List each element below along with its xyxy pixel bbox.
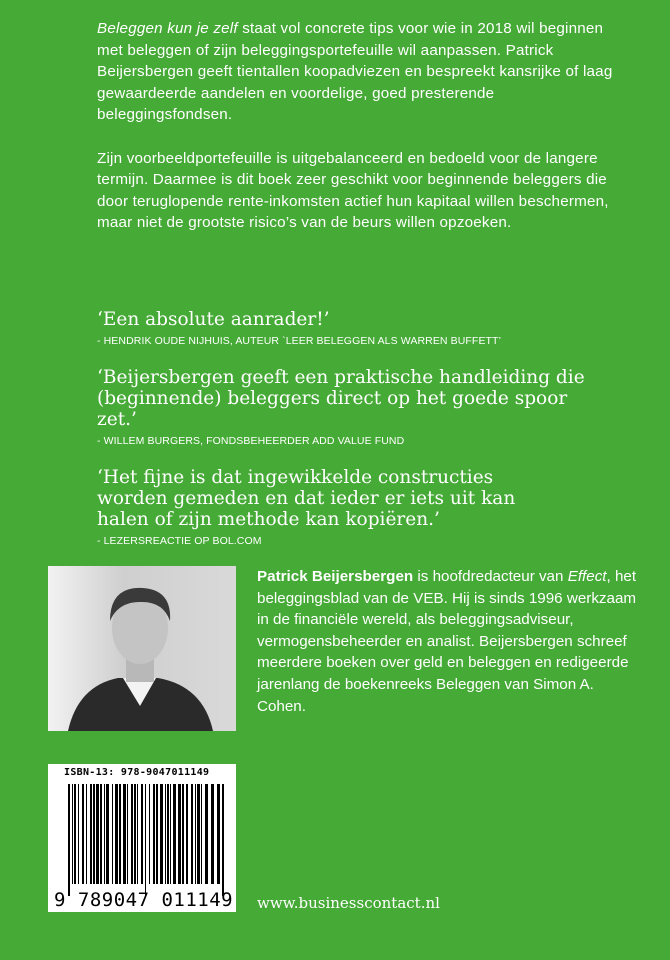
author-bio [257,566,637,717]
barcode-bar [222,784,224,896]
barcode-bar [86,784,87,884]
barcode-bar [137,784,138,884]
barcode-bar [127,784,128,884]
barcode-bar [119,784,121,884]
barcode-bars [68,784,228,896]
barcode-bar [104,784,105,884]
quote-source: - HENDRIK OUDE NIJHUIS, AUTEUR `LEER BELEGGEN ALS WARREN BUFFETT’ [97,335,502,347]
barcode-bar [115,784,118,884]
quote-text: ‘Beijersbergen geeft een praktische handleiding die (beginnende) beleggers direct op het goede spoor zet.’ [97,367,585,430]
isbn-number: 9 789047 011149 [54,889,234,911]
barcode-bar [186,784,188,884]
barcode-bar [134,784,136,884]
barcode-bar [90,784,92,884]
blurb-paragraph-1 [97,18,617,126]
book-title: Beleggen kun je zelf [97,20,238,37]
barcode-bar [205,784,208,884]
isbn-label: ISBN-13: 978-9047011149 [64,767,210,778]
quote-text: ‘Een absolute aanrader!’ [97,309,330,330]
barcode-bar [173,784,176,884]
blurb [97,18,617,256]
barcode-bar [191,784,193,884]
barcode-bar [96,784,99,884]
barcode-bar [197,784,200,884]
barcode-bar [72,784,73,884]
barcode-bar [145,784,146,896]
barcode-bar [153,784,155,884]
barcode-bar [170,784,171,884]
barcode-bar [106,784,109,884]
barcode-bar [160,784,163,884]
blurb-text: staat vol concrete tips voor wie in 2018 wil beginnen met beleggen of zijn beleggingsportefeuille wil aanpassen. Patrick Beijersbergen geeft tientallen koopadviezen en bespreekt kansrijke of laag gewaardeerde aandelen en voordelige, goed presterende beleggingsfondsen. [97,20,613,124]
magazine-name: Effect [567,568,607,585]
quote-text: ‘Het fijne is dat ingewikkelde constructies worden gemeden en dat ieder er iets uit kan halen of zijn methode kan kopiëren.’ [97,467,516,530]
quote-source: - WILLEM BURGERS, FONDSBEHEERDER ADD VALUE FUND [97,435,405,447]
barcode-bar [74,784,76,884]
barcode-bar [182,784,184,884]
barcode-bar [68,784,70,896]
blurb-paragraph-2: Zijn voorbeeldportefeuille is uitgebalanceerd en bedoeld voor de langere termijn. Daarmee is dit boek zeer geschikt voor beginnende beleggers die door teruglopende rente-inkomsten actief hun kapitaal willen beschermen, maar niet de grootste risico’s van de beurs willen opzoeken. [97,149,609,232]
barcode-bar [141,784,143,884]
barcode-bar [167,784,169,884]
barcode-bar [149,784,150,884]
barcode-bar [131,784,133,884]
author-photo [48,566,236,731]
barcode-bar [178,784,181,884]
barcode-bar [100,784,102,884]
quotes [97,309,637,567]
isbn-barcode [48,764,236,912]
bio-text: , het beleggingsblad van de VEB. Hij is sinds 1996 werkzaam in de financiële wereld, als beleggingsadviseur, vermogensbeheerder en analist. Beijersbergen schreef meerdere boeken over geld en beleggen en redigeerde jarenlang de boekenreeks Beleggen van Simon A. Cohen. [257,568,637,715]
barcode-bar [78,784,79,884]
quote-source: - LEZERSREACTIE OP BOL.COM [97,535,262,547]
publisher-url[interactable]: www.businesscontact.nl [257,894,440,912]
barcode-bar [201,784,202,884]
bio-text: is hoofdredacteur van [413,568,568,585]
barcode-bar [156,784,158,884]
barcode-bar [112,784,113,884]
barcode-bar [195,784,196,884]
author-name: Patrick Beijersbergen [257,568,414,585]
barcode-bar [211,784,214,884]
barcode-bar [93,784,95,884]
barcode-bar [123,784,126,884]
barcode-bar [217,784,220,884]
barcode-bar [165,784,166,884]
barcode-bar [82,784,84,884]
